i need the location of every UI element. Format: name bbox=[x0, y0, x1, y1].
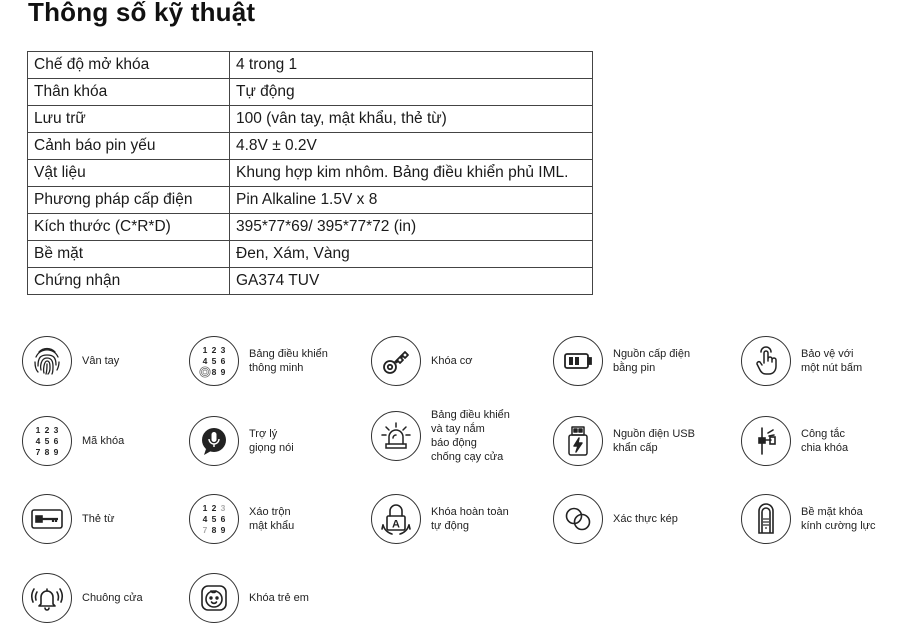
spec-value: Pin Alkaline 1.5V x 8 bbox=[230, 187, 593, 214]
spec-row bbox=[28, 187, 593, 214]
feature-label: Bảng điều khiển thông minh bbox=[249, 348, 328, 374]
svg-text:3: 3 bbox=[220, 345, 226, 355]
svg-text:8: 8 bbox=[44, 447, 50, 457]
feature-label: Bề mặt khóa kính cường lực bbox=[801, 506, 876, 532]
svg-text:4: 4 bbox=[35, 436, 41, 446]
spec-row bbox=[28, 52, 593, 79]
child-face-icon bbox=[189, 573, 239, 623]
svg-text:8: 8 bbox=[211, 367, 217, 377]
svg-text:6: 6 bbox=[220, 356, 226, 366]
svg-text:5: 5 bbox=[211, 356, 217, 366]
battery-icon bbox=[553, 336, 603, 386]
spec-row bbox=[28, 160, 593, 187]
feature-label: Bảo vệ với một nút bấm bbox=[801, 348, 863, 374]
feature-one-touch bbox=[741, 336, 921, 386]
spec-key: Vật liệu bbox=[28, 160, 230, 187]
double-ring-icon bbox=[553, 494, 603, 544]
alarm-siren-icon bbox=[371, 411, 421, 461]
svg-text:4: 4 bbox=[202, 514, 208, 524]
svg-text:5: 5 bbox=[44, 436, 50, 446]
spec-key: Kích thước (C*R*D) bbox=[28, 214, 230, 241]
feature-scramble bbox=[189, 494, 369, 544]
spec-row bbox=[28, 106, 593, 133]
feature-anti-pry-alarm bbox=[371, 408, 551, 464]
svg-text:1: 1 bbox=[35, 425, 41, 435]
feature-fingerprint bbox=[22, 336, 202, 386]
feature-label: Nguồn điện USB khẩn cấp bbox=[613, 428, 695, 454]
spec-key: Lưu trữ bbox=[28, 106, 230, 133]
svg-text:3: 3 bbox=[220, 503, 226, 513]
auto-lock-letter: A bbox=[392, 518, 400, 531]
feature-label: Trợ lý giọng nói bbox=[249, 428, 294, 454]
feature-card bbox=[22, 494, 202, 544]
spec-value: GA374 TUV bbox=[230, 268, 593, 295]
spec-key: Cảnh báo pin yếu bbox=[28, 133, 230, 160]
spec-key: Chế độ mở khóa bbox=[28, 52, 230, 79]
feature-label: Thẻ từ bbox=[82, 513, 115, 525]
spec-key: Bề mặt bbox=[28, 241, 230, 268]
svg-text:1: 1 bbox=[202, 345, 208, 355]
feature-dual-auth bbox=[553, 494, 733, 544]
feature-passcode bbox=[22, 416, 202, 466]
svg-text:7: 7 bbox=[35, 447, 41, 457]
spec-value: Đen, Xám, Vàng bbox=[230, 241, 593, 268]
spec-value: Khung hợp kim nhôm. Bảng điều khiển phủ IML. bbox=[230, 160, 593, 187]
switch-icon bbox=[741, 416, 791, 466]
feature-auto-lock bbox=[371, 494, 551, 544]
feature-doorbell bbox=[22, 573, 202, 623]
svg-text:9: 9 bbox=[53, 447, 59, 457]
feature-label: Công tắc chia khóa bbox=[801, 428, 849, 454]
feature-label: Khóa cơ bbox=[431, 355, 473, 367]
scramble-keypad-icon bbox=[189, 494, 239, 544]
svg-text:8: 8 bbox=[211, 525, 217, 535]
spec-row bbox=[28, 133, 593, 160]
spec-row bbox=[28, 214, 593, 241]
microphone-icon bbox=[189, 416, 239, 466]
feature-tempered-glass bbox=[741, 494, 921, 544]
card-icon bbox=[22, 494, 72, 544]
spec-key: Thân khóa bbox=[28, 79, 230, 106]
fingerprint-icon bbox=[22, 336, 72, 386]
svg-text:6: 6 bbox=[220, 514, 226, 524]
feature-child-lock bbox=[189, 573, 369, 623]
svg-text:9: 9 bbox=[220, 367, 226, 377]
smart-keypad-icon bbox=[189, 336, 239, 386]
feature-voice bbox=[189, 416, 369, 466]
svg-text:7: 7 bbox=[202, 525, 208, 535]
spec-value: Tự động bbox=[230, 79, 593, 106]
feature-label: Khóa trẻ em bbox=[249, 592, 309, 604]
key-icon bbox=[371, 336, 421, 386]
auto-lock-icon bbox=[371, 494, 421, 544]
spec-row bbox=[28, 268, 593, 295]
feature-label: Xáo trộn mật khẩu bbox=[249, 506, 295, 532]
spec-value: 100 (vân tay, mật khẩu, thẻ từ) bbox=[230, 106, 593, 133]
svg-text:3: 3 bbox=[53, 425, 59, 435]
spec-value: 395*77*69/ 395*77*72 (in) bbox=[230, 214, 593, 241]
tap-hand-icon bbox=[741, 336, 791, 386]
spec-key: Phương pháp cấp điện bbox=[28, 187, 230, 214]
spec-value: 4 trong 1 bbox=[230, 52, 593, 79]
svg-text:2: 2 bbox=[44, 425, 50, 435]
keypad-icon bbox=[22, 416, 72, 466]
feature-smart-panel bbox=[189, 336, 369, 386]
feature-label: Mã khóa bbox=[82, 435, 125, 447]
svg-text:1: 1 bbox=[202, 503, 208, 513]
svg-text:5: 5 bbox=[211, 514, 217, 524]
spec-row bbox=[28, 79, 593, 106]
usb-icon bbox=[553, 416, 603, 466]
feature-label: Vân tay bbox=[82, 355, 120, 367]
feature-label: Bảng điều khiển và tay nắm báo động chống cạy cửa bbox=[431, 409, 510, 463]
spec-row bbox=[28, 241, 593, 268]
svg-text:9: 9 bbox=[220, 525, 226, 535]
page-title: Thông số kỹ thuật bbox=[28, 0, 256, 27]
feature-label: Xác thực kép bbox=[613, 513, 678, 525]
feature-label: Chuông cửa bbox=[82, 592, 143, 604]
spec-value: 4.8V ± 0.2V bbox=[230, 133, 593, 160]
svg-text:2: 2 bbox=[211, 503, 217, 513]
spec-key: Chứng nhận bbox=[28, 268, 230, 295]
feature-key-switch bbox=[741, 416, 921, 466]
spec-table bbox=[27, 51, 593, 295]
glass-panel-icon bbox=[741, 494, 791, 544]
feature-mechanical-key bbox=[371, 336, 551, 386]
svg-text:4: 4 bbox=[202, 356, 208, 366]
svg-text:2: 2 bbox=[211, 345, 217, 355]
feature-label: Nguồn cấp điện bằng pin bbox=[613, 348, 691, 374]
feature-battery bbox=[553, 336, 733, 386]
svg-text:6: 6 bbox=[53, 436, 59, 446]
feature-label: Khóa hoàn toàn tự động bbox=[431, 506, 509, 532]
bell-icon bbox=[22, 573, 72, 623]
feature-usb-power bbox=[553, 416, 733, 466]
